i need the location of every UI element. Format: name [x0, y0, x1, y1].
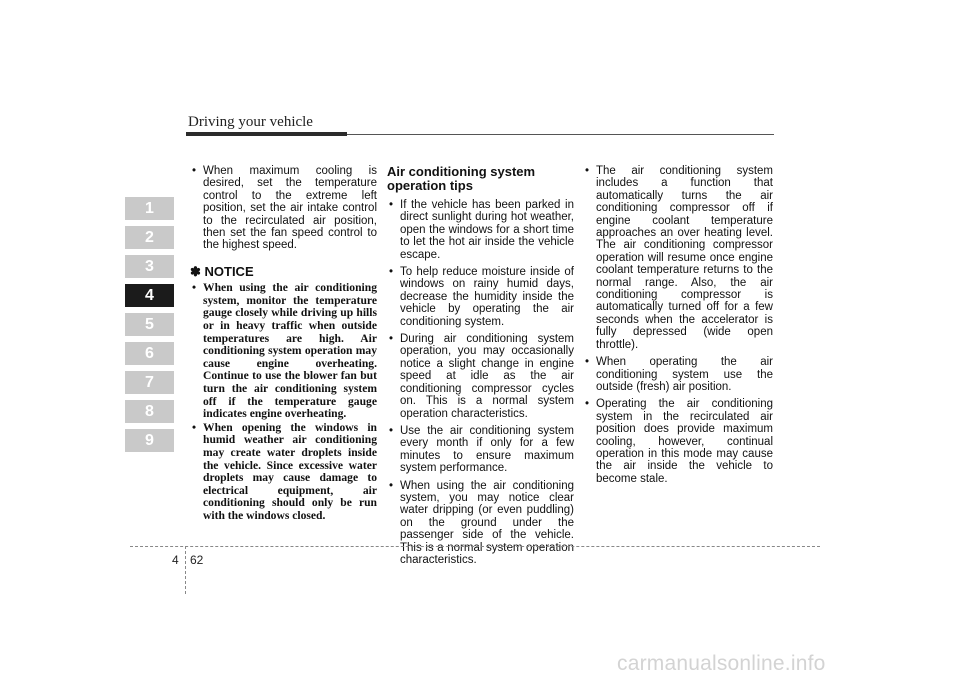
chapter-tab-4[interactable]: 4	[125, 284, 174, 307]
chapter-tab-3[interactable]: 3	[125, 255, 174, 278]
list-item: • If the vehicle has been parked in direct sunlight during hot weather, open the windows for a short time to let the hot air inside the vehicle escape.	[387, 199, 574, 261]
tips-list	[387, 199, 574, 566]
chapter-tab-9[interactable]: 9	[125, 429, 174, 452]
footer-divider	[185, 546, 186, 594]
column-3	[583, 165, 773, 490]
footer-chapter-number: 4	[172, 553, 179, 567]
list-item: • When operating the air conditioning system use the outside (fresh) air position.	[583, 356, 773, 393]
list-item: • The air conditioning system includes a function that automatically turns the air conditioning compressor off if engine coolant temperature approaches an over heating level. The air conditioning compressor operation will resume once engine coolant temperature returns to the normal range. Also, the air conditioning compressor is automatically turned off for a few seconds when the accelerator is fully depressed (wide open throttle).	[583, 165, 773, 351]
list-item: • Use the air conditioning system every month if only for a few minutes to ensure maximum system performance.	[387, 425, 574, 475]
tips-list-continued	[583, 165, 773, 485]
list-item: • When maximum cooling is desired, set the temperature control to the extreme left position, set the air intake control to the recirculated air position, then set the fan speed control to the highest speed.	[190, 165, 377, 252]
header-bar	[186, 132, 347, 136]
list-item: • Operating the air conditioning system in the recirculated air position does provide maximum cooling, however, continual operation in this mode may cause the air inside the vehicle to become stale.	[583, 398, 773, 485]
chapter-tab-8[interactable]: 8	[125, 400, 174, 423]
section-heading: Air conditioning system operation tips	[387, 164, 536, 193]
chapter-tab-1[interactable]: 1	[125, 197, 174, 220]
list-item: • To help reduce moisture inside of windows on rainy humid days, decrease the humidity inside the vehicle by operating the air conditioning system.	[387, 266, 574, 328]
cooling-list	[190, 165, 377, 252]
footer-page-number: 62	[190, 553, 204, 567]
column-1	[190, 165, 377, 524]
list-item: • When opening the windows in humid weather air conditioning may create water droplets inside the vehicle. Since excessive water droplets may cause damage to electrical equipment, air conditioning should only be run with the windows closed.	[190, 422, 377, 523]
chapter-tab-7[interactable]: 7	[125, 371, 174, 394]
header-rule	[347, 134, 774, 135]
notice-list	[190, 282, 377, 522]
watermark: carmanualsonline.info	[617, 652, 826, 675]
list-item: • When using the air conditioning system, monitor the temperature gauge closely while driving up hills or in heavy traffic when outside temperatures are high. Air conditioning system operation may cause engine overheating. Continue to use the blower fan but turn the air conditioning system off if the temperature gauge indicates engine overheating.	[190, 282, 377, 421]
chapter-tab-2[interactable]: 2	[125, 226, 174, 249]
column-2	[387, 165, 574, 571]
chapter-tab-5[interactable]: 5	[125, 313, 174, 336]
list-item: • When using the air conditioning system, you may notice clear water dripping (or even puddling) on the ground under the passenger side of the vehicle. This is a normal system operation characteristics.	[387, 480, 574, 567]
footer-rule	[130, 546, 820, 547]
page-header-title: Driving your vehicle	[188, 114, 313, 130]
chapter-tabs	[125, 197, 174, 458]
notice-heading: ✽ NOTICE	[190, 263, 254, 279]
chapter-tab-6[interactable]: 6	[125, 342, 174, 365]
list-item: • During air conditioning system operation, you may occasionally notice a slight change in engine speed at idle as the air conditioning compressor cycles on. This is a normal system operation characteristics.	[387, 333, 574, 420]
